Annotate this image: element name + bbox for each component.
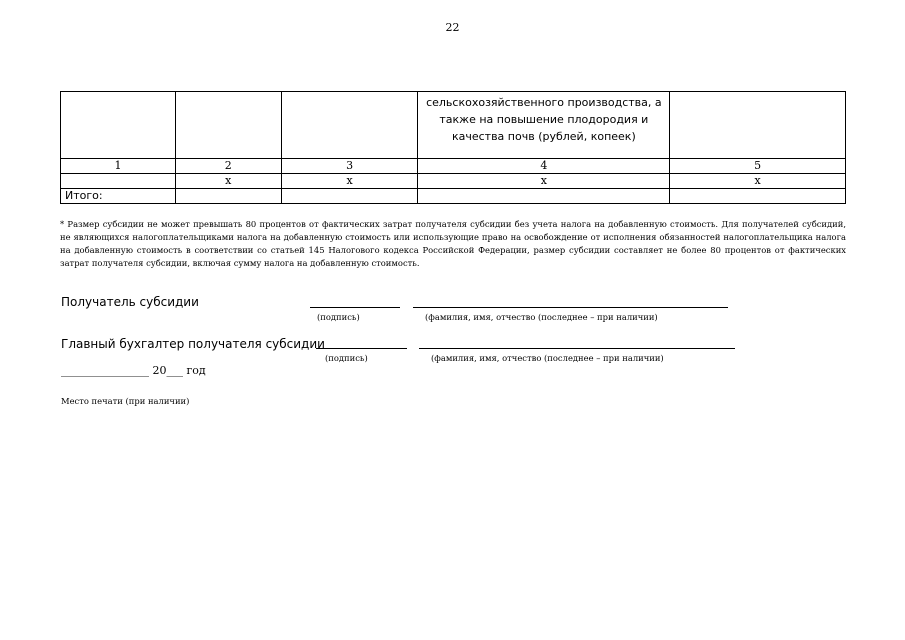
total-cell [281,189,418,204]
column-number: 3 [281,159,418,174]
total-cell [175,189,281,204]
column-number: 1 [61,159,176,174]
x-mark-cell [61,174,176,189]
total-cell [418,189,670,204]
subsidy-table [60,91,846,204]
accountant-signature-caption: (подпись) [325,353,368,363]
accountant-name-line [419,348,735,349]
x-mark-cell: х [281,174,418,189]
accountant-signature-line [316,348,407,349]
accountant-label: Главный бухгалтер получателя субсидии [61,337,325,351]
table-header-cell [175,92,281,159]
recipient-name-caption: (фамилия, имя, отчество (последнее – при наличии) [425,312,658,322]
recipient-signature-caption: (подпись) [317,312,360,322]
column-number: 5 [670,159,846,174]
total-cell [670,189,846,204]
table-header-cell [418,92,670,159]
stamp-note: Место печати (при наличии) [61,396,190,406]
column-number: 4 [418,159,670,174]
table-header-row [61,92,846,159]
date-line: ________________ 20___ год [61,364,206,377]
table-header-cell [281,92,418,159]
recipient-name-line [413,307,728,308]
x-mark-cell: х [175,174,281,189]
table-header-cell [61,92,176,159]
column-4-header-text: сельскохозяйственного производства, а также на повышение плодородия и качества почв (рублей, копеек) [426,96,662,143]
footnote: * Размер субсидии не может превышать 80 процентов от фактических затрат получателя субсидии без учета налога на добавленную стоимость. Для получателей субсидий, не являющихся налогоплательщиками налога на добавленную стоимость или использующие право на освобождение от исполнения обязанностей налогоплательщика налога на добавленную стоимость в соответствии со статьей 145 Налогового кодекса Российской Федерации, размер субсидии составляет не более 80 процентов от фактических затрат получателя субсидии, включая сумму налога на добавленную стоимость. [60,219,846,268]
table-header-cell [670,92,846,159]
x-mark-cell: х [670,174,846,189]
page-number: 22 [445,21,460,34]
accountant-name-caption: (фамилия, имя, отчество (последнее – при наличии) [431,353,664,363]
total-label: Итого: [61,189,176,204]
column-number-row [61,159,846,174]
x-mark-cell: х [418,174,670,189]
recipient-label: Получатель субсидии [61,295,199,309]
total-row [61,189,846,204]
x-mark-row [61,174,846,189]
recipient-signature-line [310,307,400,308]
column-number: 2 [175,159,281,174]
